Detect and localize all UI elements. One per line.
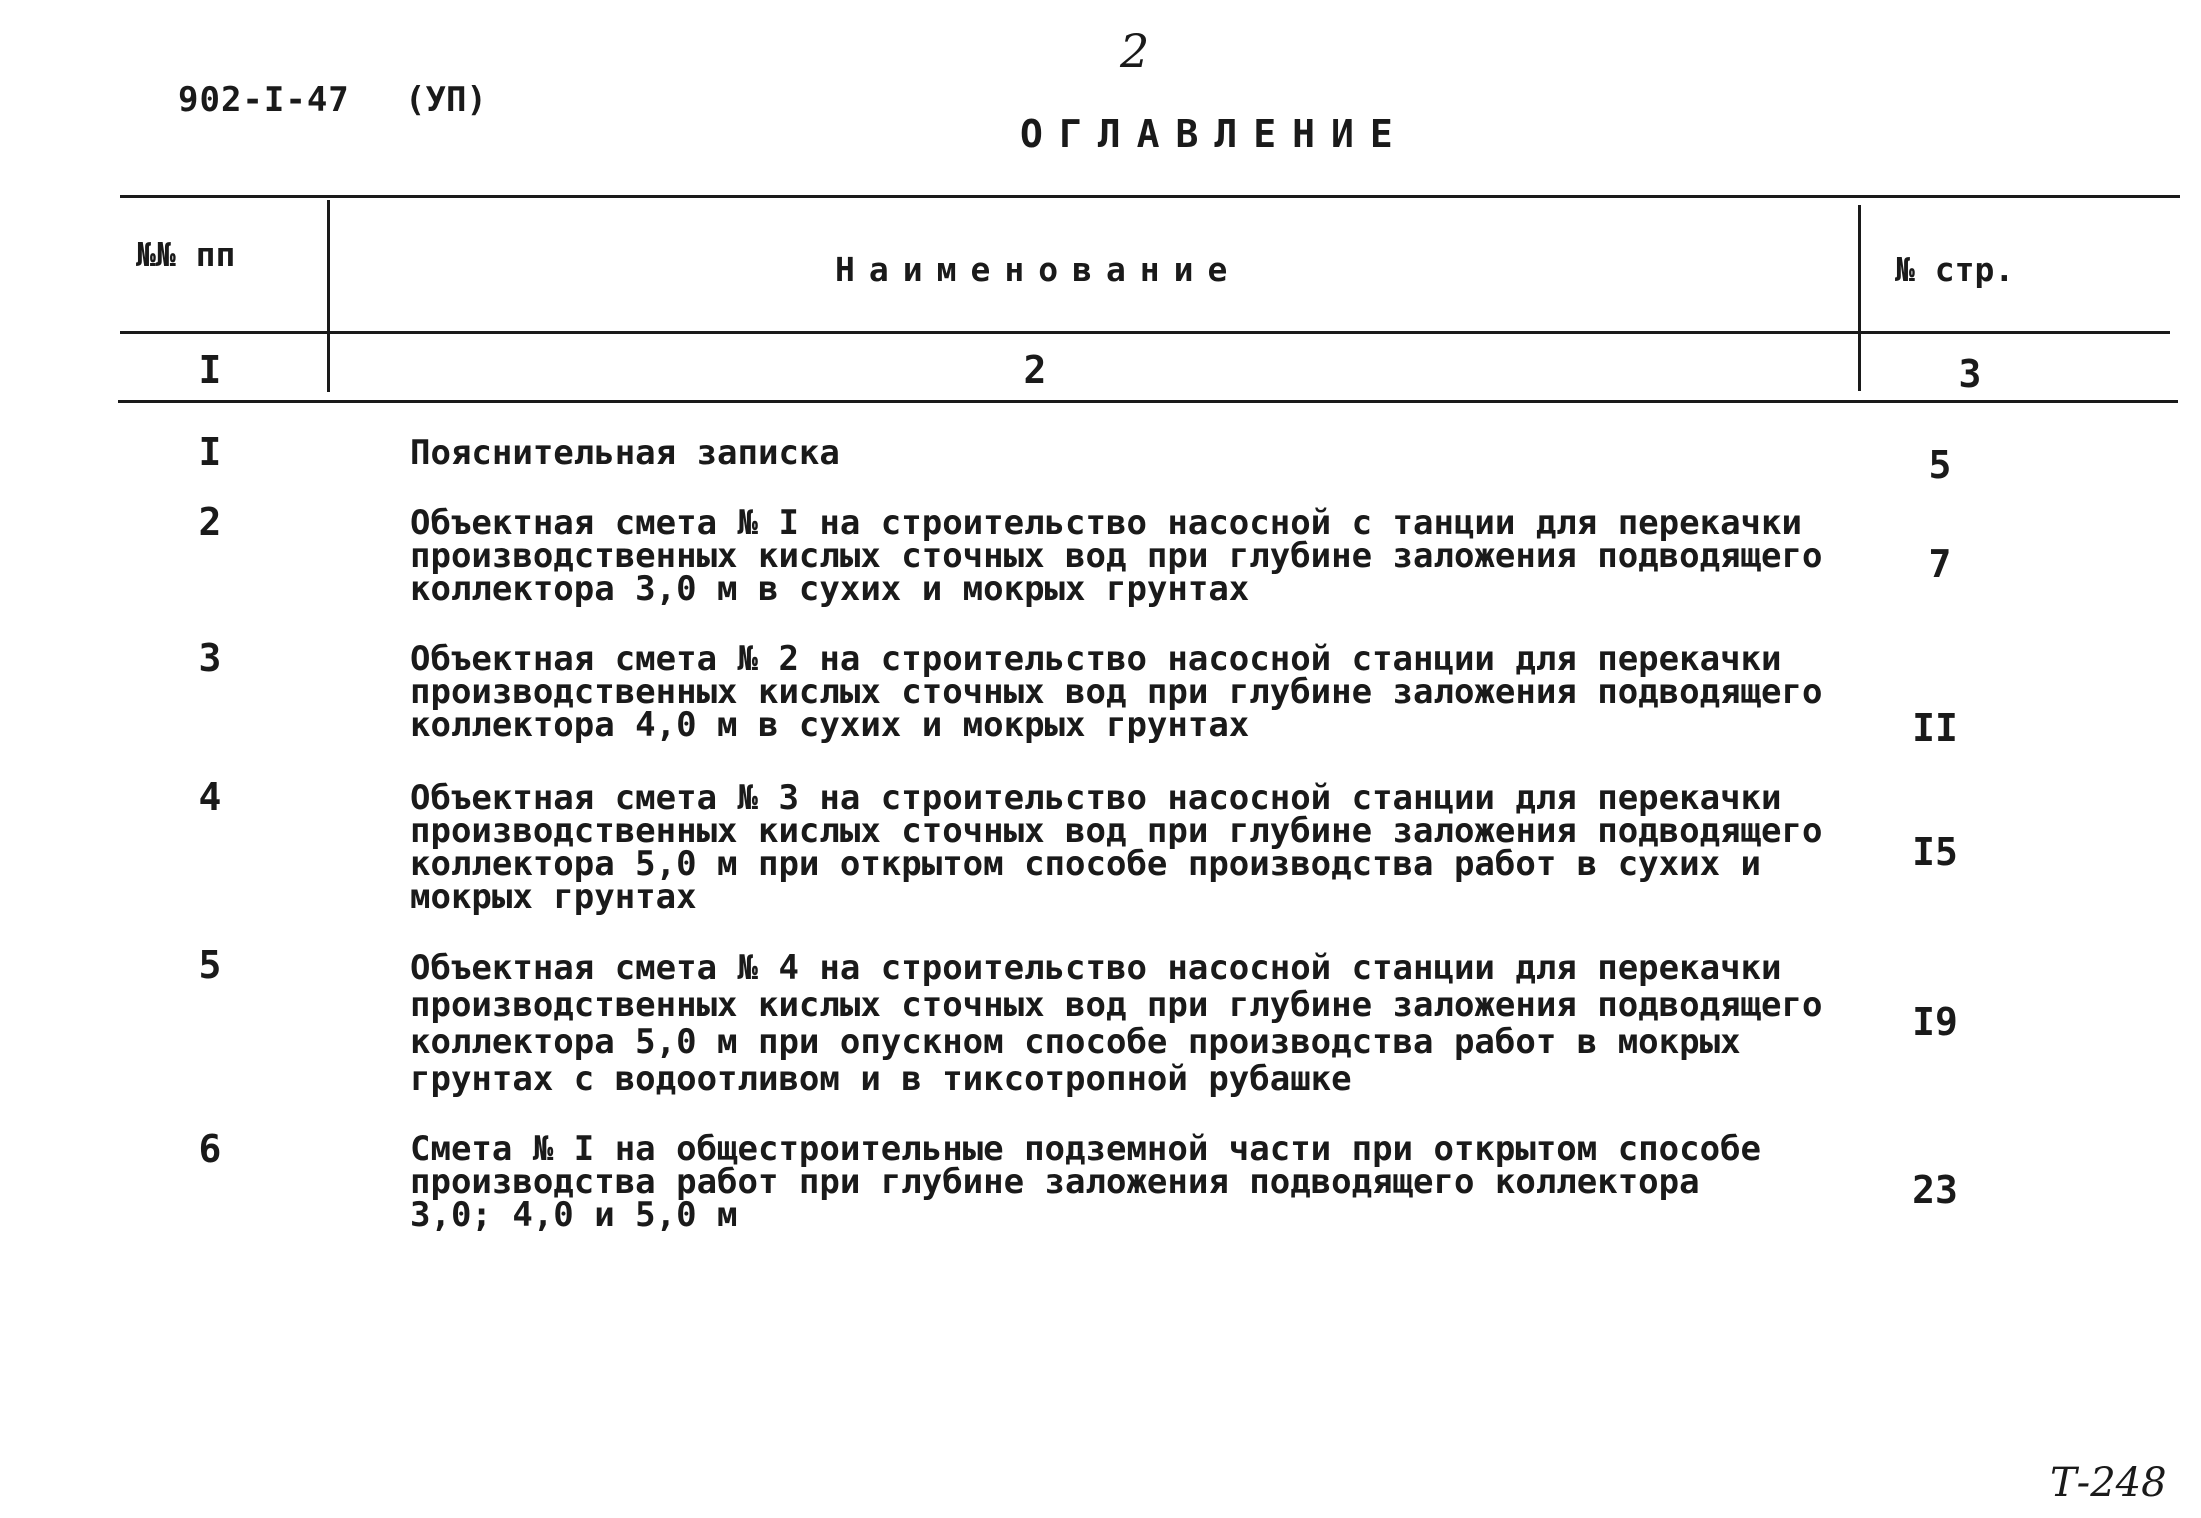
header-divider (120, 331, 2170, 334)
column-header-page: № стр. (1895, 250, 2015, 289)
row-page: I5 (1912, 830, 1958, 874)
row-title: Объектная смета № 3 на строительство насосной станции для перекачки производственных кислых сточных вод при глубине заложения подводящего коллектора 5,0 м при открытом способе производства работ в сухих и мокрых грунтах (410, 778, 1823, 917)
row-number: 3 (198, 636, 222, 680)
page-number: 2 (1120, 24, 1150, 78)
row-page: I9 (1912, 1000, 1958, 1044)
column-divider-2 (1858, 205, 1861, 391)
document-code: 902-I-47 (178, 80, 350, 120)
row-title: Пояснительная записка (410, 433, 840, 473)
column-divider-1 (327, 200, 330, 392)
column-number-divider (118, 400, 2178, 403)
row-number: 4 (198, 775, 222, 819)
page-title: ОГЛАВЛЕНИЕ (1020, 112, 1409, 156)
column-number-2: 2 (1023, 348, 1047, 392)
row-page: 23 (1912, 1168, 1958, 1212)
row-number: 2 (198, 500, 222, 544)
row-title: Объектная смета № 4 на строительство насосной станции для перекачки производственных кислых сточных вод при глубине заложения подводящего коллектора 5,0 м при опускном способе производства работ в мокрых грунтах с водоотливом и в тиксотропной рубашке (410, 948, 1823, 1099)
column-header-name: Наименование (835, 250, 1242, 289)
row-number: 6 (198, 1127, 222, 1171)
table-top-border (120, 195, 2180, 198)
row-title: Смета № I на общестроительные подземной части при открытом способе производства работ при глубине заложения подводящего коллектора 3,0; 4,0 и 5,0 м (410, 1129, 1762, 1235)
row-page: II (1912, 706, 1958, 750)
column-number-3: 3 (1958, 352, 1982, 396)
row-title: Объектная смета № I на строительство насосной с танции для перекачки производственных кислых сточных вод при глубине заложения подводящего коллектора 3,0 м в сухих и мокрых грунтах (410, 503, 1823, 609)
row-number: I (198, 430, 222, 474)
column-number-1: I (198, 348, 222, 392)
row-number: 5 (198, 943, 222, 987)
row-title: Объектная смета № 2 на строительство насосной станции для перекачки производственных кислых сточных вод при глубине заложения подводящего коллектора 4,0 м в сухих и мокрых грунтах (410, 639, 1823, 745)
document-subcode: (УП) (405, 80, 487, 120)
row-page: 5 (1928, 443, 1952, 487)
column-header-number: №№ пп (136, 235, 236, 274)
archive-mark: Т-248 (2050, 1460, 2167, 1506)
row-page: 7 (1928, 542, 1952, 586)
